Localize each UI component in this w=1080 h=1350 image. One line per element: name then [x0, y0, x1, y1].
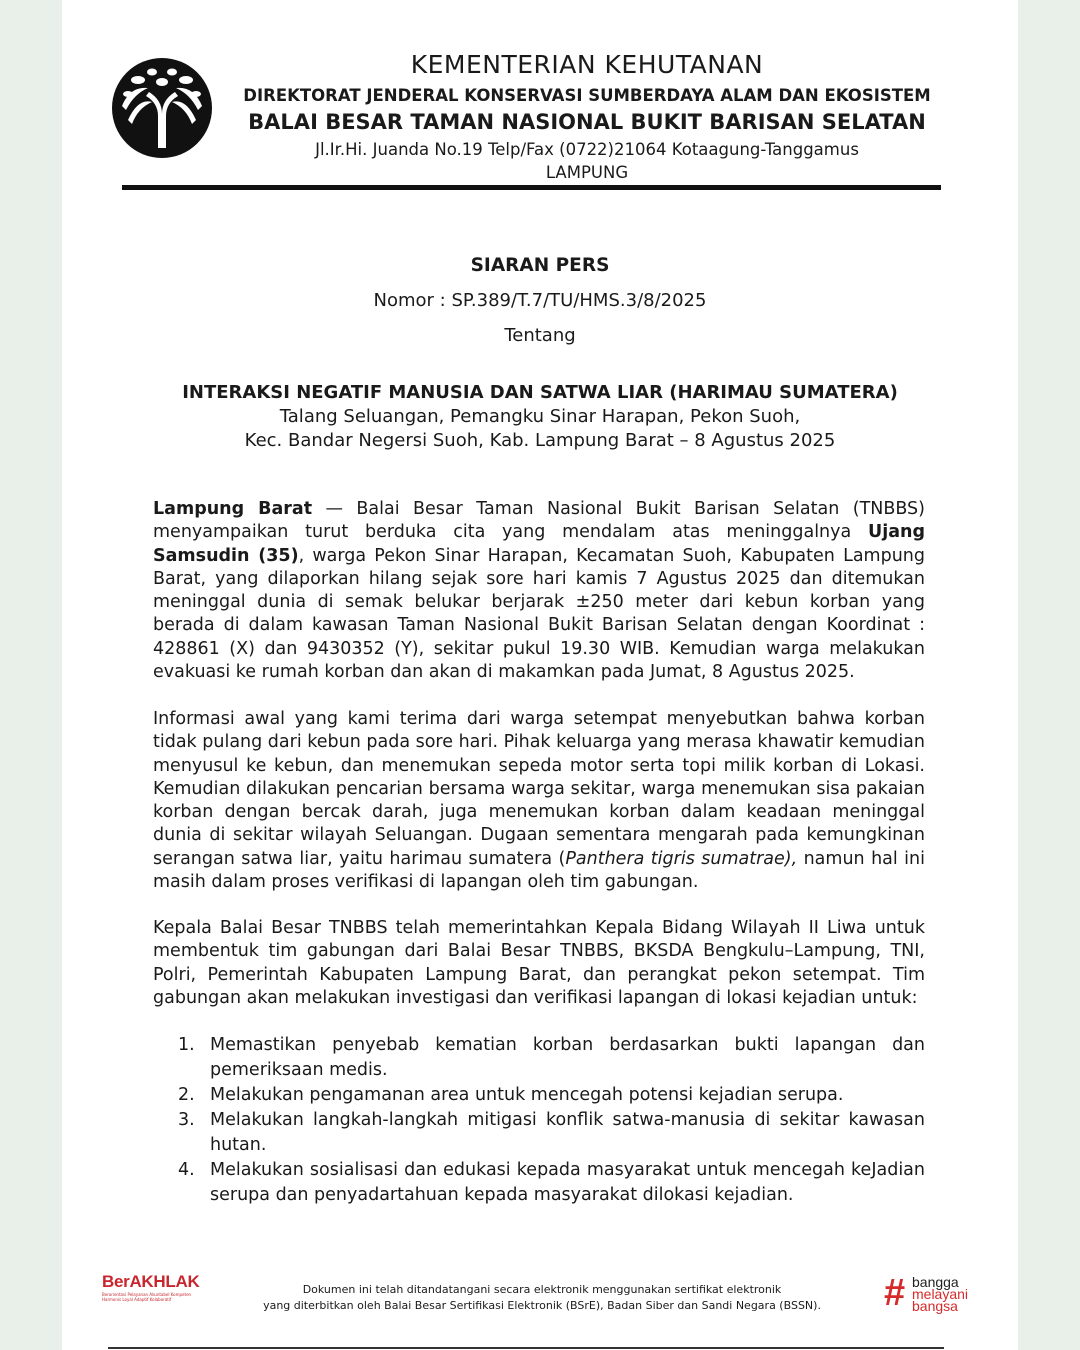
list-number: 4. [178, 1160, 195, 1180]
paragraph-2 [153, 708, 925, 894]
list-number: 1. [178, 1035, 195, 1055]
paragraph-3: Kepala Balai Besar TNBBS telah memerintahkan Kepala Bidang Wilayah II Liwa untuk membentuk tim gabungan dari Balai Besar TNBBS, BKSDA Bengkulu–Lampung, TNI, Polri, Pemerintah Kabupaten Lampung Barat, dan perangkat pekon setempat. Tim gabungan akan melakukan investigasi dan verifikasi lapangan di lokasi kejadian untuk: [153, 918, 925, 1008]
header-divider [122, 185, 941, 190]
list-text: Melakukan langkah-langkah mitigasi konflik satwa-manusia di sekitar kawasan hutan. [210, 1110, 925, 1155]
list-item [178, 1033, 925, 1083]
list-item [178, 1083, 925, 1108]
list-item [178, 1108, 925, 1158]
document-type: SIARAN PERS [470, 255, 610, 276]
list-item [178, 1158, 925, 1208]
paragraph-1-text-a: — Balai Besar Taman Nasional Bukit Barisan Selatan (TNBBS) menyampaikan turut berduka cita yang mendalam atas meninggalnya [153, 499, 925, 543]
document-number: Nomor : SP.389/T.7/TU/HMS.3/8/2025 [373, 290, 707, 311]
berakhlak-logo [102, 1272, 202, 1320]
ministry-name: KEMENTERIAN KEHUTANAN [410, 50, 764, 79]
press-release-page [62, 0, 1018, 1350]
location-line-1: Talang Seluangan, Pemangku Sinar Harapan, Pekon Suoh, [279, 406, 801, 427]
paragraph-2-text-b: namun hal ini masih dalam proses verifikasi di lapangan oleh tim gabungan. [153, 848, 925, 893]
footer-divider [108, 1347, 944, 1349]
paragraph-1 [153, 498, 925, 684]
list-text: Melakukan sosialisasi dan edukasi kepada masyarakat untuk mencegah keJadian serupa dan penyadartahuan kepada masyarakat dilokasi kejadian. [210, 1160, 925, 1205]
paragraph-1-text-b: , warga Pekon Sinar Harapan, Kecamatan Suoh, Kabupaten Lampung Barat, yang dilaporkan hilang sejak sore hari kamis 7 Agustus 2025 dan ditemukan meninggal dunia di semak belukar berjarak ±250 meter dari kebun korban yang berada di dalam kawasan Taman Nasional Bukit Barisan Selatan dengan Koordinat : 428861 (X) dan 9430352 (Y), sekitar pukul 19.30 WIB. Kemudian warga melakukan evakuasi ke rumah korban dan akan di makamkan pada Jumat, 8 Agustus 2025. [153, 545, 925, 683]
office-name: BALAI BESAR TAMAN NASIONAL BUKIT BARISAN SELATAN [248, 110, 926, 134]
species-name: Panthera tigris sumatrae), [565, 848, 798, 869]
address-line-1: Jl.Ir.Hi. Juanda No.19 Telp/Fax (0722)21064 Kotaagung-Tanggamus [315, 140, 859, 159]
list-number: 3. [178, 1110, 195, 1130]
berakhlak-title: BerAKHLAK [102, 1272, 200, 1291]
headline: INTERAKSI NEGATIF MANUSIA DAN SATWA LIAR (HARIMAU SUMATERA) [182, 382, 898, 403]
esignature-notice [232, 1282, 852, 1314]
about-label: Tentang [504, 325, 576, 346]
list-number: 2. [178, 1085, 195, 1105]
esignature-line-1: Dokumen ini telah ditandatangani secara elektronik menggunakan sertifikat elektronik [302, 1283, 782, 1296]
bangga-melayani-bangsa-logo [884, 1274, 984, 1324]
action-list [178, 1033, 925, 1208]
address-line-2: LAMPUNG [545, 163, 629, 182]
paragraph-2-text-a: Informasi awal yang kami terima dari warga setempat menyebutkan bahwa korban tidak pulang dari kebun pada sore hari. Pihak keluarga yang merasa khawatir kemudian menyusul ke kebun, dan menemukan sepeda motor serta topi milik korban di Lokasi. Kemudian dilakukan pencarian bersama warga sekitar, warga menemukan sisa pakaian korban dengan bercak darah, juga menemukan korban dalam keadaan meninggal dunia di sekitar wilayah Seluangan. Dugaan sementara mengarah pada kemungkinan serangan satwa liar, yaitu harimau sumatera ( [153, 709, 925, 869]
bangsa-word: bangsa [912, 1298, 958, 1314]
list-text: Memastikan penyebab kematian korban berdasarkan bukti lapangan dan pemeriksaan medis. [210, 1035, 925, 1080]
location-line-2: Kec. Bandar Negersi Suoh, Kab. Lampung Barat – 8 Agustus 2025 [244, 430, 836, 451]
melayani-word: melayani [912, 1286, 969, 1302]
hashtag-icon: # [884, 1272, 906, 1314]
directorate-name: DIREKTORAT JENDERAL KONSERVASI SUMBERDAYA ALAM DAN EKOSISTEM [243, 86, 931, 105]
dateline: Lampung Barat [153, 499, 313, 519]
tree-emblem-icon [108, 58, 216, 158]
victim-name: Ujang Samsudin (35) [153, 522, 925, 566]
bangga-word: bangga [912, 1274, 959, 1290]
esignature-line-2: yang diterbitkan oleh Balai Besar Sertifikasi Elektronik (BSrE), Badan Siber dan Sandi Negara (BSSN). [263, 1299, 821, 1312]
berakhlak-tagline: Berorientasi Pelayanan Akuntabel Kompeten Harmonis Loyal Adaptif Kolaboratif [102, 1292, 192, 1302]
list-text: Melakukan pengamanan area untuk mencegah potensi kejadian serupa. [210, 1085, 844, 1105]
